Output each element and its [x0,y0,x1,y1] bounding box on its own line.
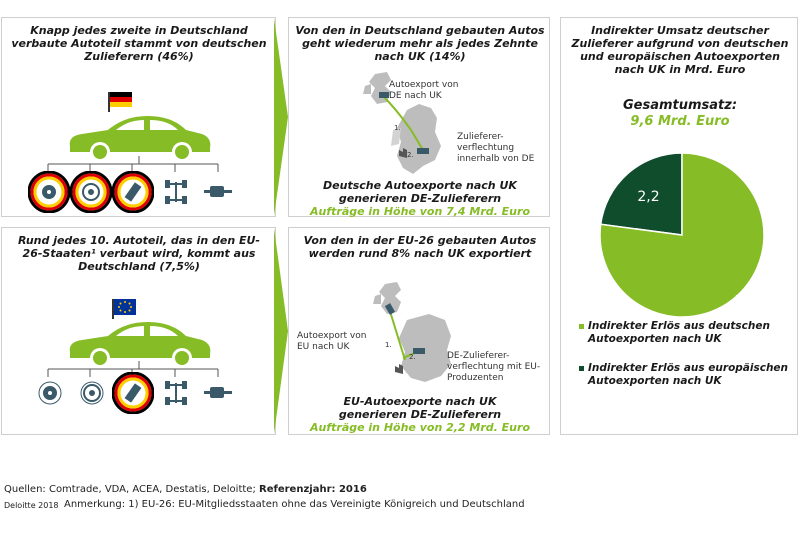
panel-bottom-left-text: Rund jedes 10. Autoteil, das in den EU-26-Staaten¹ verbaut wird, kommt aus Deutschland (7,5%) [17,234,261,273]
wheel-icon [28,171,70,217]
brake-disc-icon [79,380,105,410]
pie-label-0: 7,4 [734,293,758,310]
legend-swatch-eu [579,366,584,371]
europe-map-icon-2 [367,280,457,396]
wheel-icon [37,380,63,410]
panel-bottom-mid [288,227,550,435]
sources-reference-year: Referenzjahr: 2016 [259,484,367,495]
exhaust-icon [204,184,232,204]
bottom-mid-map-label-supplier: DE-Zulieferer-verflechtung mit EU-Produzenten [447,351,541,383]
panel-top-left [1,17,276,217]
legend-swatch-de [579,324,584,329]
top-mid-step1: 1. [394,124,401,132]
spark-plug-icon [112,372,154,418]
spark-plug-icon [112,171,154,217]
top-mid-map-label-export: Autoexport von DE nach UK [389,80,459,101]
legend-item-de [579,320,794,346]
panel-bottom-left [1,227,276,435]
top-mid-map-label-supplier: Zulieferer-verflechtung innerhalb von DE [457,132,535,164]
bottom-mid-step2: 2. [409,353,416,361]
axle-icon [163,379,189,411]
total-value: 9,6 Mrd. Euro [630,114,730,129]
legend-label-de: Indirekter Erlös aus deutschen Autoexporten nach UK [588,320,770,345]
panel-bottom-mid-title: Von den in der EU-26 gebauten Autos werden rund 8% nach UK exportiert [303,234,537,260]
pie-chart [587,150,777,320]
pie-label-1: 2,2 [637,188,660,205]
sources-line [4,484,367,495]
brand-label: Deloitte 2018 [4,501,59,510]
legend-item-eu [579,362,797,388]
top-mid-step2: 2. [407,151,414,159]
total-label: Gesamtumsatz: [622,98,738,113]
top-mid-footer-line1: Deutsche Autoexporte nach UK [323,179,517,192]
bottom-mid-footer-line2: generieren DE-Zulieferern [338,408,502,421]
brake-disc-icon [70,171,112,217]
footnote: Anmerkung: 1) EU-26: EU-Mitgliedsstaaten ohne das Vereinigte Königreich und Deutschland [64,499,525,510]
top-mid-footer-line3: Aufträge in Höhe von 7,4 Mrd. Euro [310,205,530,218]
sources-prefix: Quellen: Comtrade, VDA, ACEA, Destatis, Deloitte; [4,484,259,495]
bottom-mid-footer-line1: EU-Autoexporte nach UK [343,395,497,408]
top-mid-footer-line2: generieren DE-Zulieferern [338,192,502,205]
axle-icon [163,178,189,210]
bottom-mid-step1: 1. [385,341,392,349]
exhaust-icon [204,385,232,405]
bottom-mid-map-label-export: Autoexport von EU nach UK [297,331,367,352]
right-title: Indirekter Umsatz deutscher Zulieferer aufgrund von deutschen und europäischen Autoexporten nach UK in Mrd. Euro [571,24,789,76]
panel-right [560,17,798,435]
legend-label-eu: Indirekter Erlös aus europäischen Autoexporten nach UK [588,362,789,387]
bottom-mid-footer-line3: Aufträge in Höhe von 2,2 Mrd. Euro [310,421,530,434]
panel-top-mid-title: Von den in Deutschland gebauten Autos geht wiederum mehr als jedes Zehnte nach UK (14%) [295,24,545,63]
panel-top-mid [288,17,550,217]
panel-top-left-text: Knapp jedes zweite in Deutschland verbaute Autoteil stammt von deutschen Zulieferern (46%) [11,24,267,63]
